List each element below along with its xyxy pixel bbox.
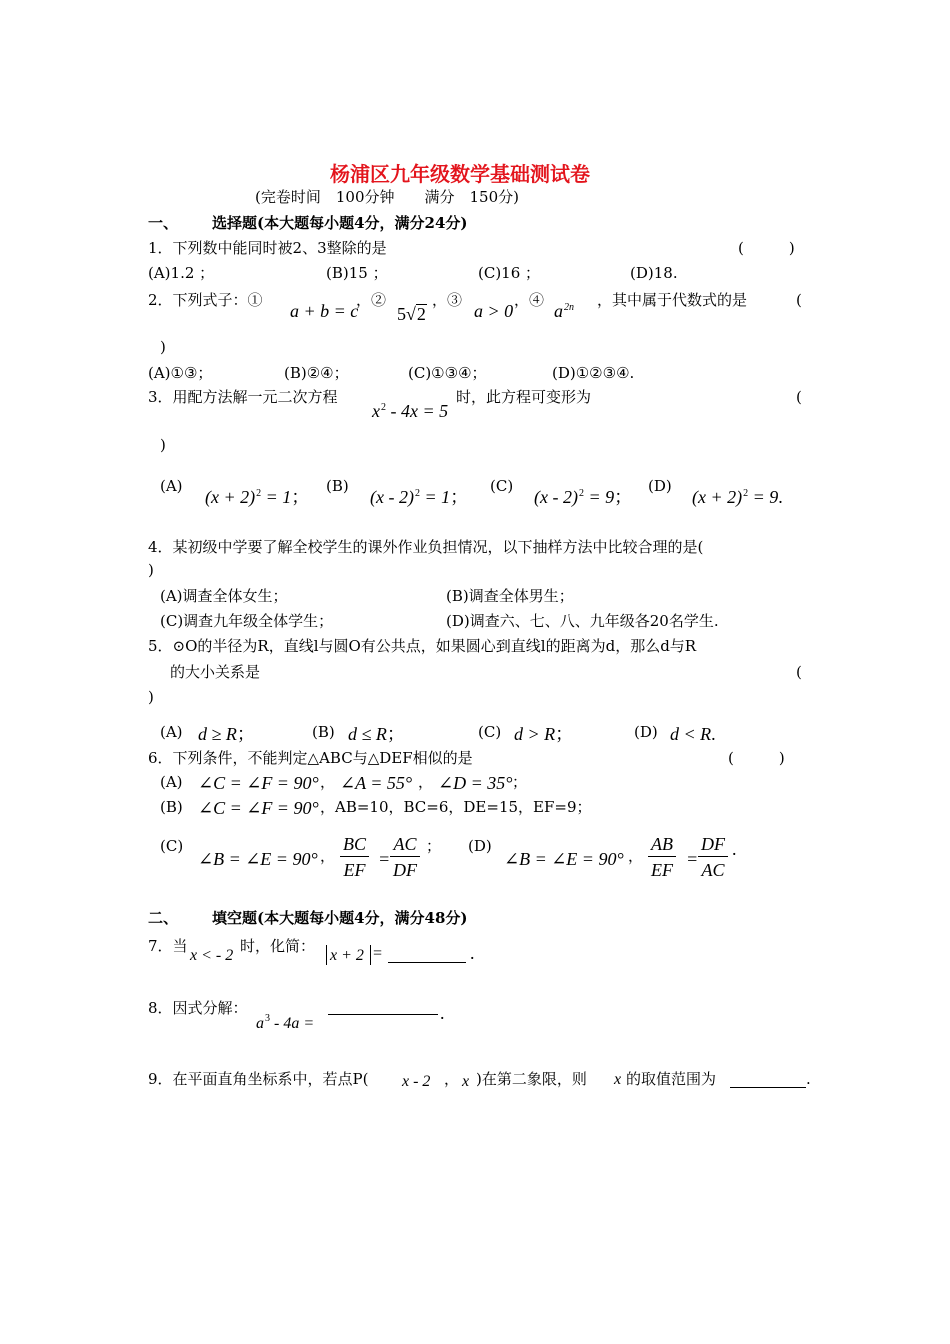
q6-stem: 6．下列条件，不能判定△ABC与△DEF相似的是 <box>148 749 473 767</box>
q5-stem: 5．⊙O的半径为R，直线l与圆O有公共点，如果圆心到直线l的距离为d，那么d与R <box>148 637 697 655</box>
q6-option-c-fraction-2: $\frac{AC}{DF}$ <box>390 835 420 879</box>
q2-formula-4: $a^{2n}$ <box>554 301 574 321</box>
q6-option-a-end: ； <box>512 773 528 791</box>
page-title: 杨浦区九年级数学基础测试卷 <box>330 162 590 186</box>
q2-option-d: (D)①②③④. <box>552 364 635 382</box>
q2-option-b: (B)②④； <box>284 364 349 382</box>
q8-expression: $a^3 - 4a$ = <box>256 1013 315 1032</box>
q4-option-b: (B)调查全体男生； <box>446 587 574 605</box>
q6-option-c-comma: ， <box>320 847 336 865</box>
q2-formula-1: a + b = c <box>290 301 359 321</box>
q1-option-b: (B)15 ； <box>326 264 388 282</box>
q6-option-d-fraction-2: $\frac{DF}{AC}$ <box>698 835 728 879</box>
q2-stem-tail: ，其中属于代数式的是 <box>597 291 748 309</box>
q6-option-b-text: ，AB=10，BC=6，DE=15，EF=9； <box>320 798 592 816</box>
q9-answer-blank[interactable] <box>730 1087 806 1088</box>
q5-option-d-expr: d < R. <box>670 724 716 744</box>
q9-stem: 9．在平面直角坐标系中，若点P( <box>148 1070 369 1088</box>
q8-end: . <box>440 1003 445 1023</box>
q6-option-a-angle-1: ∠C = ∠F = 90° <box>198 773 319 793</box>
q6-option-d-angle: ∠B = ∠E = 90° <box>504 849 624 869</box>
q6-option-a-comma-2: ， <box>418 773 434 791</box>
section2-number: 二、 <box>148 909 179 927</box>
q6-option-a-comma-1: ， <box>320 773 336 791</box>
q9-variable: x <box>614 1071 622 1088</box>
q5-option-c-expr: d > R； <box>514 724 574 744</box>
q2-paren-close: ) <box>160 338 166 356</box>
q6-option-c-angle: ∠B = ∠E = 90° <box>198 849 318 869</box>
q9-point-y-coord: x <box>462 1073 470 1090</box>
q3-option-b-label: (B) <box>326 477 349 495</box>
q6-option-d-comma: ， <box>628 847 644 865</box>
q6-option-c-equals: = <box>378 849 391 869</box>
q1-option-c: (C)16 ； <box>478 264 541 282</box>
page-subtitle: (完卷时间 100分钟 满分 150分) <box>255 188 519 206</box>
q3-paren-open: ( <box>796 388 802 406</box>
q2-sep-2: ，② <box>356 291 387 309</box>
q9-end: . <box>806 1070 811 1088</box>
q3-option-b-expr: (x - 2)$^2$ = 1； <box>370 487 469 507</box>
q6-answer-paren: ( ) <box>728 749 785 767</box>
q5-option-b-label: (B) <box>312 723 335 741</box>
q7-abs-left-bar <box>326 945 327 965</box>
q6-option-c-end: ； <box>426 837 442 855</box>
section2-heading: 填空题(本大题每小题4分，满分48分) <box>212 909 468 927</box>
q3-option-d-expr: $(x + 2)^2 = 9$. <box>692 487 783 507</box>
q6-option-a-angle-3: ∠D = 35° <box>438 773 513 793</box>
q5-paren-open: ( <box>796 663 802 681</box>
q1-answer-paren: ( ) <box>738 239 795 257</box>
q5-option-c-label: (C) <box>478 723 502 741</box>
q5-option-d-label: (D) <box>634 723 658 741</box>
q6-option-a-angle-2: ∠A = 55° <box>340 773 413 793</box>
q7-end: . <box>470 943 475 963</box>
q5-paren-close: ) <box>148 688 154 706</box>
q5-option-a-label: (A) <box>160 723 183 741</box>
q3-option-a-expr: $(x + 2)^2 = 1$； <box>205 487 310 507</box>
q7-answer-blank[interactable] <box>388 962 466 963</box>
q2-formula-3: a > 0 <box>474 301 514 321</box>
q3-stem: 3．用配方法解一元二次方程 <box>148 388 338 406</box>
q3-option-c-expr: (x - 2)$^2$ = 9； <box>534 487 633 507</box>
q2-formula-2: 5√2 <box>397 304 426 324</box>
q6-option-c-label: (C) <box>160 837 184 855</box>
q7-abs-right-bar <box>370 945 371 965</box>
q2-sep-4: ，④ <box>514 291 545 309</box>
q3-stem-tail: 时，此方程可变形为 <box>456 388 592 406</box>
q7-abs-expr: x + 2 <box>330 947 364 964</box>
q6-option-a-label: (A) <box>160 773 183 791</box>
q6-option-b-angle: ∠C = ∠F = 90° <box>198 798 319 818</box>
q4-paren-close: ) <box>148 561 154 579</box>
section1-heading: 选择题(本大题每小题4分，满分24分) <box>212 214 468 232</box>
q1-stem: 1．下列数中能同时被2、3整除的是 <box>148 239 387 257</box>
q2-paren-open: ( <box>796 291 802 309</box>
q3-paren-close: ) <box>160 436 166 454</box>
q2-option-a: (A)①③； <box>148 364 213 382</box>
q6-option-b-label: (B) <box>160 798 183 816</box>
q7-equals: = <box>372 945 383 962</box>
q5-option-a-expr: d ≥ R； <box>198 724 255 744</box>
q5-option-b-expr: d ≤ R； <box>348 724 405 744</box>
q3-equation: $x^2 - 4x = 5$ <box>372 401 449 421</box>
q3-option-d-label: (D) <box>648 477 672 495</box>
q4-option-c: (C)调查九年级全体学生； <box>160 612 334 630</box>
q1-option-d: (D)18. <box>630 264 678 282</box>
q8-stem: 8．因式分解： <box>148 999 248 1017</box>
q9-stem-tail: 的取值范围为 <box>626 1070 717 1088</box>
q4-option-d: (D)调查六、七、八、九年级各20名学生. <box>446 612 719 630</box>
q7-condition: x < - 2 <box>190 947 234 964</box>
q6-option-d-label: (D) <box>468 837 492 855</box>
section1-number: 一、 <box>148 214 179 232</box>
q9-comma: ， <box>444 1070 460 1088</box>
q6-option-d-equals: = <box>686 849 699 869</box>
q9-stem-middle: )在第二象限，则 <box>476 1070 587 1088</box>
q4-stem: 4．某初级中学要了解全校学生的课外作业负担情况，以下抽样方法中比较合理的是( <box>148 538 704 556</box>
q5-stem-line2: 的大小关系是 <box>170 663 261 681</box>
q6-option-c-fraction-1: $\frac{BC}{EF}$ <box>340 835 369 879</box>
q1-option-a: (A)1.2 ； <box>148 264 215 282</box>
q2-sep-3: ，③ <box>432 291 463 309</box>
q8-answer-blank[interactable] <box>328 1014 438 1015</box>
q3-option-a-label: (A) <box>160 477 183 495</box>
q7-stem-tail: 时，化简： <box>240 937 316 955</box>
q6-option-d-fraction-1: $\frac{AB}{EF}$ <box>648 835 676 879</box>
q7-stem: 7．当 <box>148 937 188 955</box>
q2-stem: 2．下列式子：① <box>148 291 263 309</box>
q4-option-a: (A)调查全体女生； <box>160 587 288 605</box>
q2-option-c: (C)①③④； <box>408 364 487 382</box>
q9-point-x-coord: x - 2 <box>402 1073 431 1090</box>
q3-option-c-label: (C) <box>490 477 514 495</box>
q6-option-d-end: . <box>732 839 737 859</box>
